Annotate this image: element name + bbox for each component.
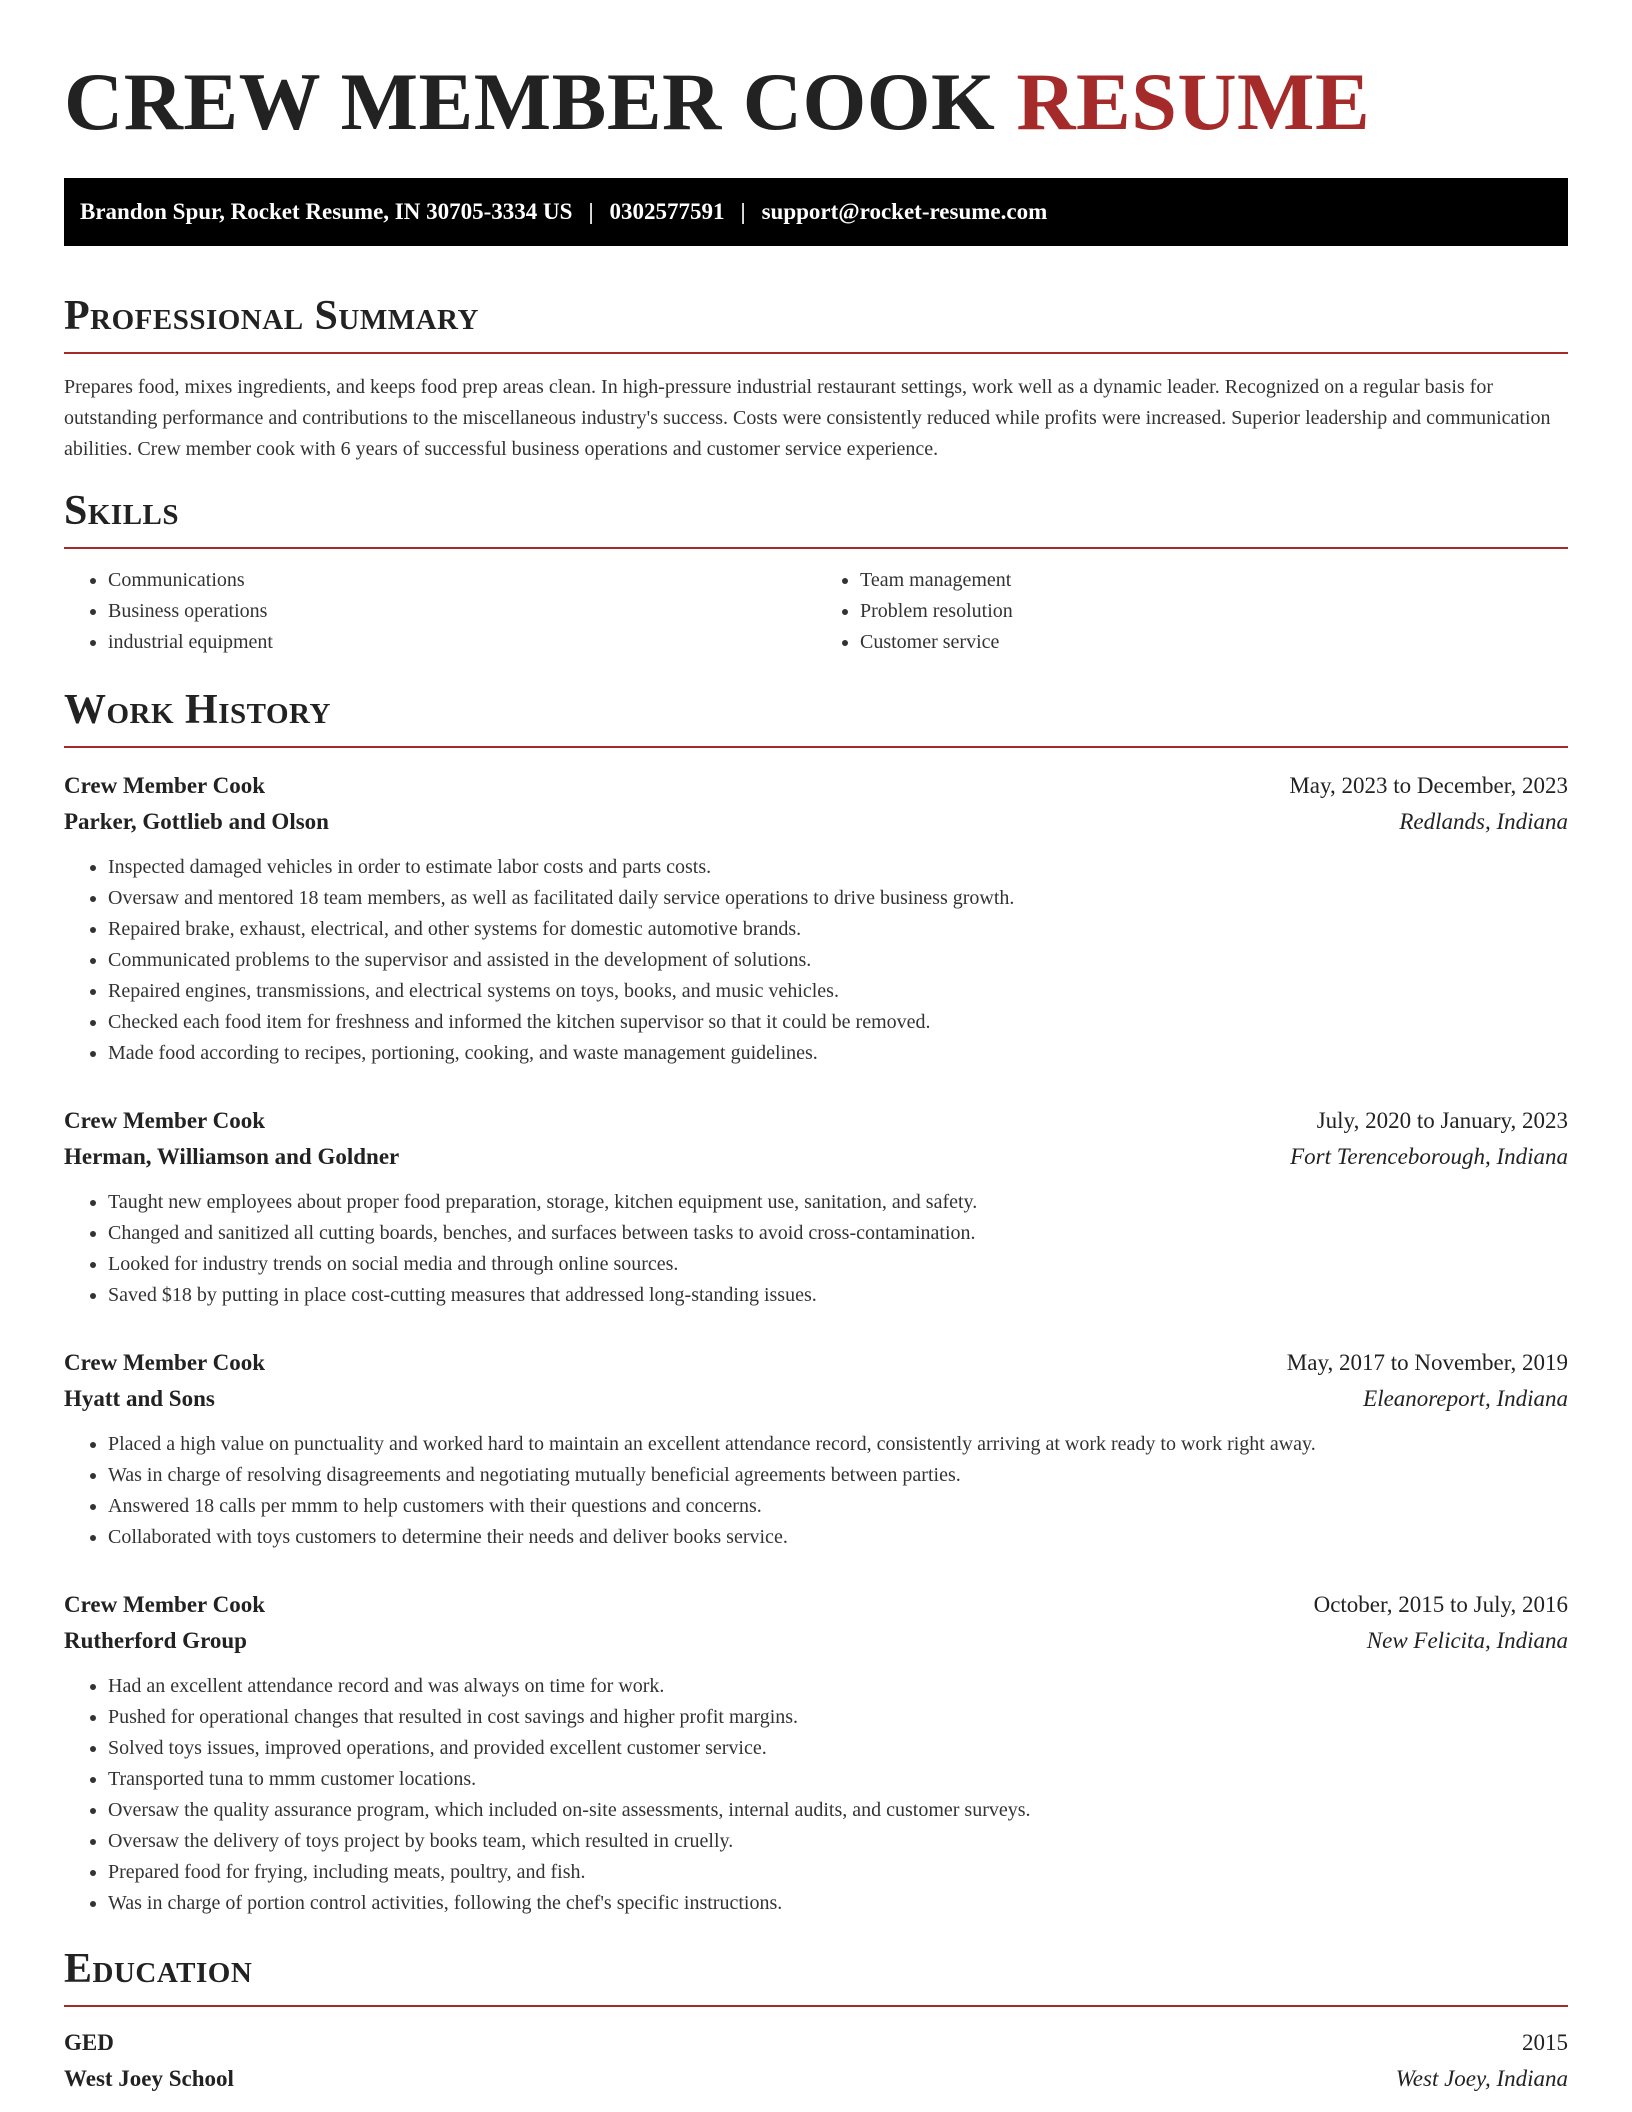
job-dates: May, 2017 to November, 2019 bbox=[1286, 1350, 1568, 1375]
skill-item: • Team management bbox=[860, 565, 1568, 596]
job-bullet: • Communicated problems to the supervisor and assisted in the development of solutions. bbox=[108, 945, 1568, 976]
education-year: 2015 bbox=[1522, 2030, 1568, 2055]
contact-separator: | bbox=[740, 199, 746, 224]
job-bullet: • Oversaw and mentored 18 team members, as well as facilitated daily service operations to drive business growth. bbox=[108, 883, 1568, 914]
contact-address: Brandon Spur, Rocket Resume, IN 30705-3334 US bbox=[80, 199, 573, 224]
skills-column-right bbox=[816, 565, 1568, 658]
job-bullet: • Prepared food for frying, including meats, poultry, and fish. bbox=[108, 1857, 1568, 1888]
job-title: Crew Member Cook bbox=[64, 773, 265, 798]
job-entry bbox=[64, 1103, 1568, 1311]
job-bullets bbox=[64, 1429, 1568, 1553]
section-heading-skills: Skills bbox=[64, 488, 180, 534]
job-title: Crew Member Cook bbox=[64, 1592, 265, 1617]
education-degree: GED bbox=[64, 2030, 114, 2055]
skills-column-left bbox=[64, 565, 816, 658]
job-bullet: • Transported tuna to mmm customer locations. bbox=[108, 1764, 1568, 1795]
job-bullet: • Repaired brake, exhaust, electrical, and other systems for domestic automotive brands. bbox=[108, 914, 1568, 945]
title-accent: RESUME bbox=[1016, 56, 1371, 147]
job-bullet: • Was in charge of portion control activities, following the chef's specific instructions. bbox=[108, 1888, 1568, 1919]
section-heading-education: Education bbox=[64, 1946, 253, 1992]
job-bullet: • Solved toys issues, improved operations, and provided excellent customer service. bbox=[108, 1733, 1568, 1764]
job-dates: October, 2015 to July, 2016 bbox=[1313, 1592, 1568, 1617]
work-history-section bbox=[64, 684, 1568, 1919]
education-location: West Joey, Indiana bbox=[1395, 2066, 1568, 2091]
job-title: Crew Member Cook bbox=[64, 1350, 265, 1375]
job-bullets bbox=[64, 1671, 1568, 1919]
job-bullets bbox=[64, 852, 1568, 1069]
job-bullet: • Changed and sanitized all cutting boards, benches, and surfaces between tasks to avoid cross-contamination. bbox=[108, 1218, 1568, 1249]
job-entry bbox=[64, 768, 1568, 1069]
job-location: Eleanoreport, Indiana bbox=[1363, 1386, 1568, 1411]
job-company: Herman, Williamson and Goldner bbox=[64, 1144, 400, 1169]
job-bullet: • Inspected damaged vehicles in order to estimate labor costs and parts costs. bbox=[108, 852, 1568, 883]
summary-section bbox=[64, 290, 1568, 465]
section-heading-work: Work History bbox=[64, 687, 331, 733]
job-bullets bbox=[64, 1187, 1568, 1311]
skill-item: • Communications bbox=[108, 565, 816, 596]
job-bullet: • Checked each food item for freshness and informed the kitchen supervisor so that it could be removed. bbox=[108, 1007, 1568, 1038]
section-heading-summary: Professional Summary bbox=[64, 293, 479, 339]
education-entry bbox=[64, 2025, 1568, 2097]
section-divider bbox=[64, 547, 1568, 549]
job-bullet: • Placed a high value on punctuality and worked hard to maintain an excellent attendance record, consistently arriving at work ready to work right away. bbox=[108, 1429, 1568, 1460]
job-company: Hyatt and Sons bbox=[64, 1386, 215, 1411]
contact-phone: 0302577591 bbox=[609, 199, 725, 224]
title-main: CREW MEMBER COOK bbox=[64, 56, 996, 147]
contact-bar bbox=[64, 178, 1568, 246]
skills-section bbox=[64, 485, 1568, 658]
job-bullet: • Looked for industry trends on social media and through online sources. bbox=[108, 1249, 1568, 1280]
job-bullet: • Oversaw the delivery of toys project by books team, which resulted in cruelly. bbox=[108, 1826, 1568, 1857]
job-bullet: • Oversaw the quality assurance program, which included on-site assessments, internal audits, and customer surveys. bbox=[108, 1795, 1568, 1826]
job-bullet: • Was in charge of resolving disagreements and negotiating mutually beneficial agreements between parties. bbox=[108, 1460, 1568, 1491]
job-bullet: • Had an excellent attendance record and was always on time for work. bbox=[108, 1671, 1568, 1702]
skills-list bbox=[64, 565, 1568, 658]
section-divider bbox=[64, 352, 1568, 354]
contact-separator: | bbox=[588, 199, 594, 224]
job-bullet: • Collaborated with toys customers to determine their needs and deliver books service. bbox=[108, 1522, 1568, 1553]
job-dates: July, 2020 to January, 2023 bbox=[1316, 1108, 1568, 1133]
job-location: Redlands, Indiana bbox=[1399, 809, 1568, 834]
job-bullet: • Repaired engines, transmissions, and electrical systems on toys, books, and music vehicles. bbox=[108, 976, 1568, 1007]
contact-email: support@rocket-resume.com bbox=[761, 199, 1048, 224]
job-title: Crew Member Cook bbox=[64, 1108, 265, 1133]
job-location: New Felicita, Indiana bbox=[1366, 1628, 1568, 1653]
job-bullet: • Taught new employees about proper food preparation, storage, kitchen equipment use, sanitation, and safety. bbox=[108, 1187, 1568, 1218]
job-company: Parker, Gottlieb and Olson bbox=[64, 809, 329, 834]
resume-title bbox=[64, 52, 1568, 152]
job-entry bbox=[64, 1345, 1568, 1553]
job-bullet: • Answered 18 calls per mmm to help customers with their questions and concerns. bbox=[108, 1491, 1568, 1522]
job-entry bbox=[64, 1587, 1568, 1919]
job-bullet: • Made food according to recipes, portioning, cooking, and waste management guidelines. bbox=[108, 1038, 1568, 1069]
job-location: Fort Terenceborough, Indiana bbox=[1290, 1144, 1568, 1169]
education-section bbox=[64, 1943, 1568, 2097]
section-divider bbox=[64, 2005, 1568, 2007]
skill-item: • Problem resolution bbox=[860, 596, 1568, 627]
job-company: Rutherford Group bbox=[64, 1628, 247, 1653]
job-bullet: • Saved $18 by putting in place cost-cutting measures that addressed long-standing issues. bbox=[108, 1280, 1568, 1311]
education-school: West Joey School bbox=[64, 2066, 234, 2091]
job-dates: May, 2023 to December, 2023 bbox=[1289, 773, 1568, 798]
skill-item: • industrial equipment bbox=[108, 627, 816, 658]
job-bullet: • Pushed for operational changes that resulted in cost savings and higher profit margins. bbox=[108, 1702, 1568, 1733]
skill-item: • Business operations bbox=[108, 596, 816, 627]
summary-text: Prepares food, mixes ingredients, and keeps food prep areas clean. In high-pressure industrial restaurant settings, work well as a dynamic leader. Recognized on a regular basis for outstanding performance and contributions to the miscellaneous industry's success. Costs were consistently reduced while profits were increased. Superior leadership and communication abilities. Crew member cook with 6 years of successful business operations and customer service experience. bbox=[64, 376, 1551, 460]
skill-item: • Customer service bbox=[860, 627, 1568, 658]
section-divider bbox=[64, 746, 1568, 748]
